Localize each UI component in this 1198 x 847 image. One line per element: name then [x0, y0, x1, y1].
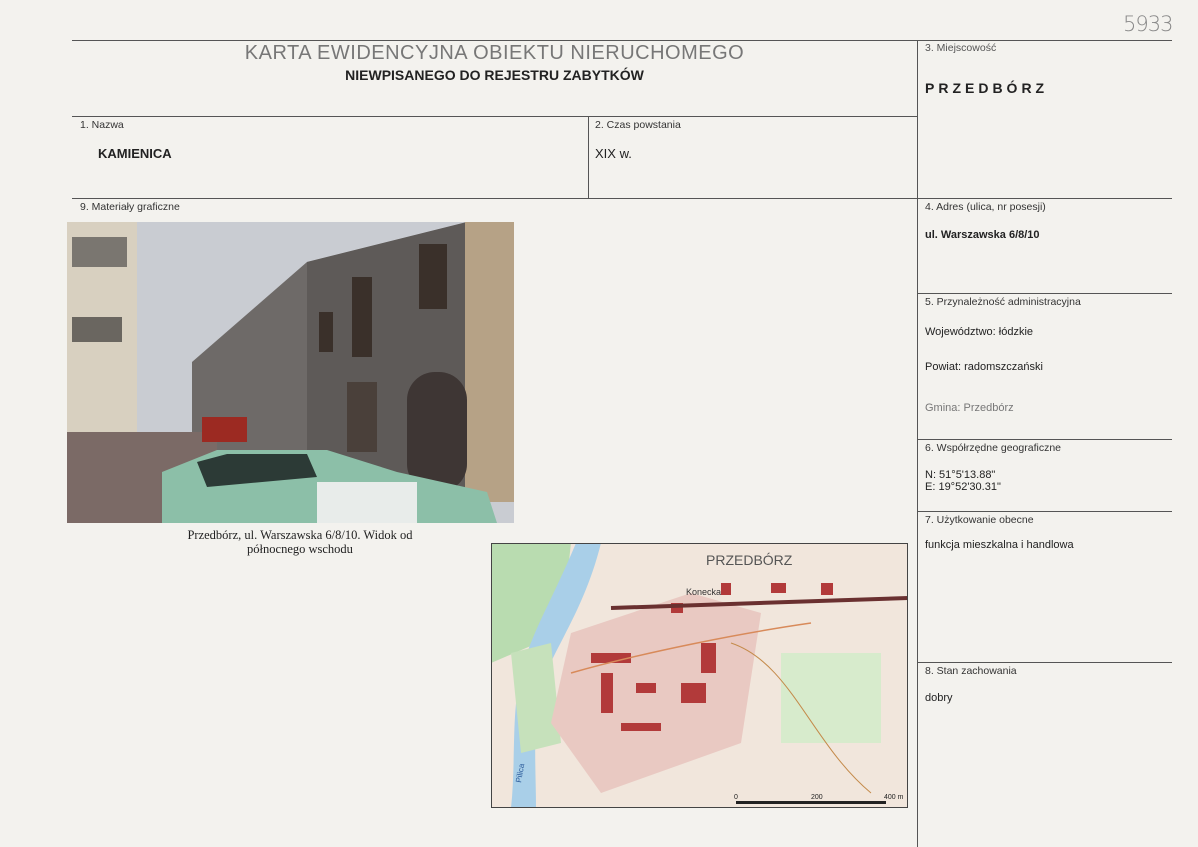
- coords-label: 6. Współrzędne geograficzne: [925, 442, 1061, 454]
- map-scale-0: 0: [734, 794, 738, 801]
- name-label: 1. Nazwa: [80, 119, 124, 131]
- admin-label: 5. Przynależność administracyjna: [925, 296, 1081, 308]
- address-label: 4. Adres (ulica, nr posesji): [925, 201, 1046, 213]
- divider: [917, 40, 918, 847]
- divider: [72, 116, 917, 117]
- coord-e: E: 19°52'30.31": [925, 481, 1001, 493]
- card-title: KARTA EWIDENCYJNA OBIEKTU NIERUCHOMEGO: [244, 42, 745, 64]
- map-scale-200: 200: [811, 794, 823, 801]
- locality-label: 3. Miejscowość: [925, 42, 997, 54]
- card-subtitle: NIEWPISANEGO DO REJESTRU ZABYTKÓW: [345, 67, 644, 83]
- condition-value: dobry: [925, 692, 953, 704]
- coord-n: N: 51°5'13.88": [925, 469, 996, 481]
- condition-label: 8. Stan zachowania: [925, 665, 1017, 677]
- photo-caption-line1: Przedbórz, ul. Warszawska 6/8/10. Widok od: [187, 528, 413, 542]
- location-map: [491, 543, 908, 808]
- county: Powiat: radomszczański: [925, 361, 1043, 373]
- divider: [588, 116, 589, 198]
- name-value: KAMIENICA: [98, 146, 172, 161]
- divider: [917, 293, 1172, 294]
- map-scale-400: 400 m: [884, 794, 904, 801]
- date-label: 2. Czas powstania: [595, 119, 681, 131]
- building-photo: [67, 222, 514, 523]
- photo-caption-line2: północnego wschodu: [247, 542, 353, 556]
- divider: [72, 40, 1172, 41]
- usage-label: 7. Użytkowanie obecne: [925, 514, 1034, 526]
- map-river-label: Pilica: [514, 762, 527, 784]
- divider: [72, 198, 1172, 199]
- map-street-label: Konecka: [686, 587, 722, 597]
- address-value: ul. Warszawska 6/8/10: [925, 229, 1040, 241]
- usage-value: funkcja mieszkalna i handlowa: [925, 539, 1074, 551]
- divider: [917, 511, 1172, 512]
- locality-value: PRZEDBÓRZ: [925, 80, 1049, 96]
- divider: [917, 439, 1172, 440]
- page-number: 5933: [1123, 12, 1173, 36]
- date-value: XIX w.: [595, 146, 632, 161]
- commune: Gmina: Przedbórz: [925, 402, 1014, 414]
- map-town-label: PRZEDBÓRZ: [706, 552, 793, 568]
- voivodeship: Województwo: łódzkie: [925, 326, 1034, 338]
- divider: [917, 662, 1172, 663]
- graphics-label: 9. Materiały graficzne: [80, 201, 180, 213]
